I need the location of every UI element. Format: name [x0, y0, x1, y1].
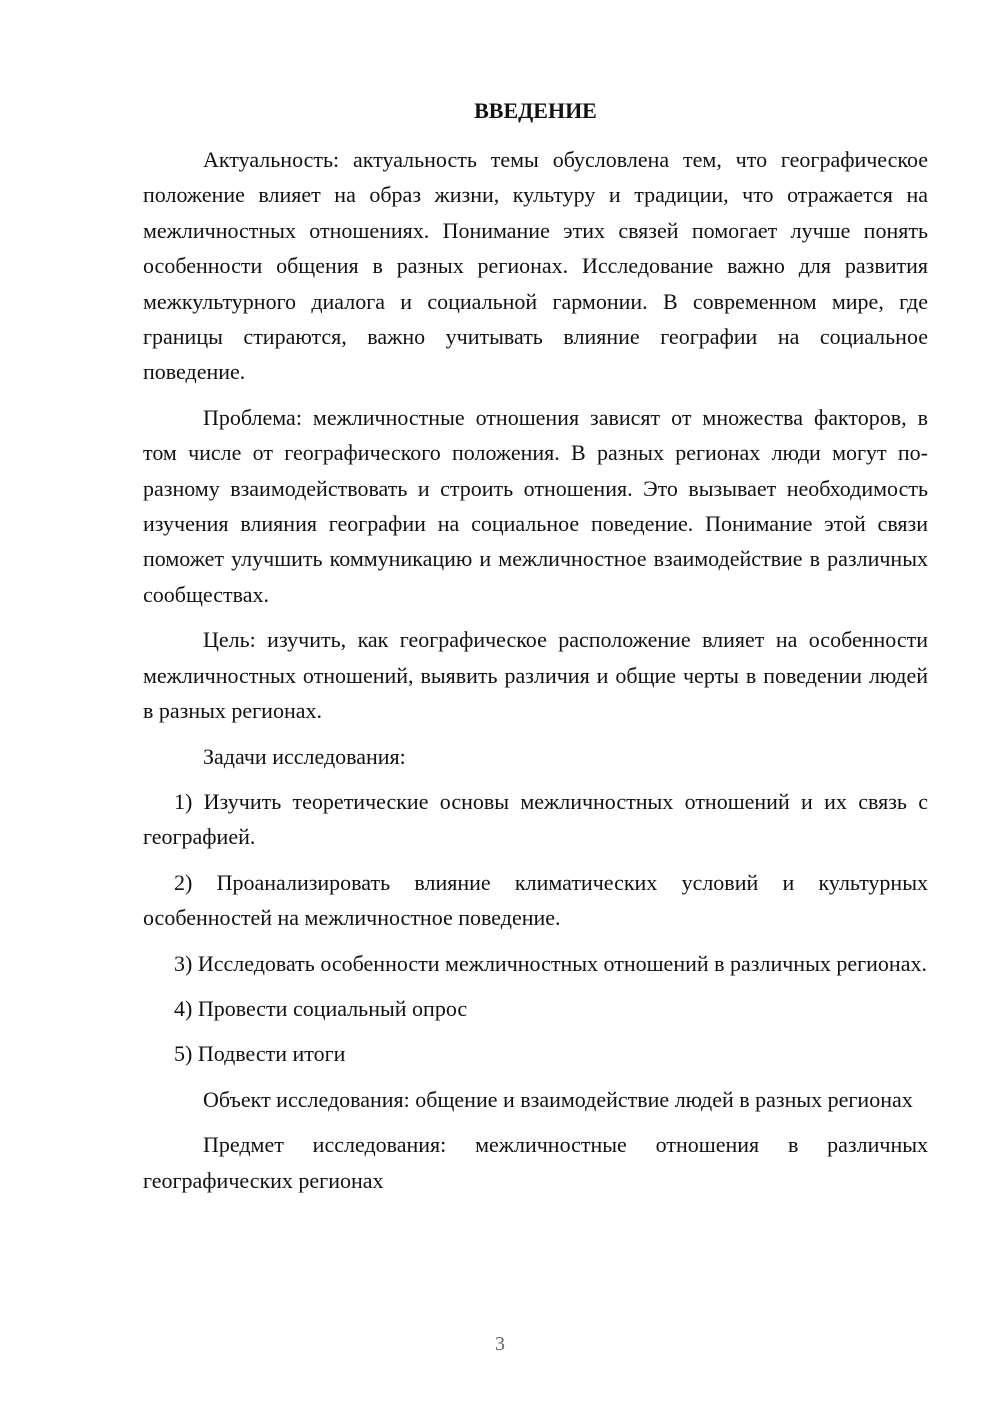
- relevance-paragraph: Актуальность: актуальность темы обусловлена тем, что географическое положение влияет на образ жизни, культуру и традиции, что отражается на межличностных отношениях. Понимание этих связей помогает лучше понять особенности общения в разных регионах. Исследование важно для развития межкультурного диалога и социальной гармонии. В современном мире, где границы стираются, важно учитывать влияние географии на социальное поведение.: [143, 147, 928, 385]
- tasks-title: Задачи исследования:: [203, 743, 406, 769]
- task-item-4: 4) Провести социальный опрос: [174, 995, 468, 1021]
- subject-paragraph: Предмет исследования: межличностные отношения в различных географических регионах: [143, 1132, 928, 1193]
- document-body: [143, 142, 928, 1208]
- task-item-2: 2) Проанализировать влияние климатических условий и культурных особенностей на межличностное поведение.: [143, 869, 928, 931]
- section-heading: ВВЕДЕНИЕ: [474, 98, 597, 123]
- object-paragraph: Объект исследования: общение и взаимодействие людей в разных регионах: [203, 1086, 913, 1112]
- goal-paragraph: Цель: изучить, как географическое расположение влияет на особенности межличностных отношений, выявить различия и общие черты в поведении людей в разных регионах.: [143, 627, 928, 724]
- task-item-3: 3) Исследовать особенности межличностных отношений в различных регионах.: [174, 950, 927, 976]
- task-item-5: 5) Подвести итоги: [174, 1041, 346, 1067]
- page-number: 3: [495, 1333, 505, 1355]
- problem-paragraph: Проблема: межличностные отношения зависят от множества факторов, в том числе от географического положения. В разных регионах люди могут по-разному взаимодействовать и строить отношения. Это вызывает необходимость изучения влияния географии на социальное поведение. Понимание этой связи поможет улучшить коммуникацию и межличностное взаимодействие в различных сообществах.: [143, 404, 928, 607]
- task-item-1: 1) Изучить теоретические основы межличностных отношений и их связь с географией.: [143, 788, 928, 850]
